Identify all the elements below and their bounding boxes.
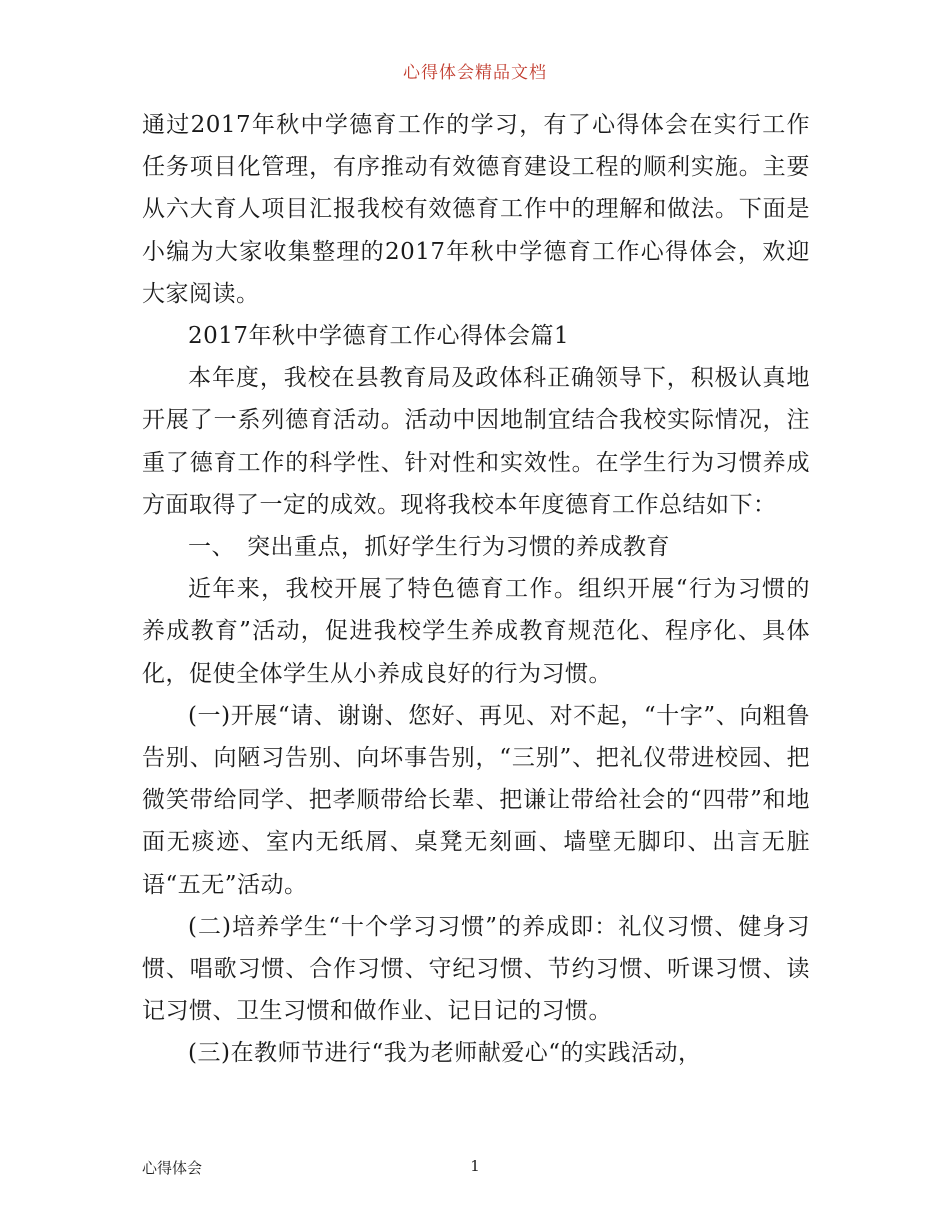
body-paragraph: 近年来，我校开展了特色德育工作。组织开展“行为习惯的养成教育”活动，促进我校学生养成教育规范化、程序化、具体化，促使全体学生从小养成良好的行为习惯。 bbox=[142, 576, 810, 687]
page-number: 1 bbox=[470, 1157, 480, 1175]
page-footer-label: 心得体会 bbox=[142, 1159, 203, 1177]
section-title: 2017年秋中学德育工作心得体会篇1 bbox=[188, 323, 570, 350]
section-heading: 一、 突出重点，抓好学生行为习惯的养成教育 bbox=[188, 534, 670, 561]
list-item-paragraph: (三)在教师节进行“我为老师献爱心“的实践活动， bbox=[188, 1040, 702, 1067]
body-paragraph: 本年度，我校在县教育局及政体科正确领导下，积极认真地开展了一系列德育活动。活动中因地制宜结合我校实际情况，注重了德育工作的科学性、针对性和实效性。在学生行为习惯养成方面取得了一定的成效。现将我校本年度德育工作总结如下： bbox=[142, 365, 810, 518]
intro-paragraph: 通过2017年秋中学德育工作的学习，有了心得体会在实行工作任务项目化管理，有序推动有效德育建设工程的顺利实施。主要从六大育人项目汇报我校有效德育工作中的理解和做法。下面是小编为大家收集整理的2017年秋中学德育工作心得体会，欢迎大家阅读。 bbox=[142, 112, 810, 307]
list-item-paragraph: (二)培养学生“十个学习习惯”的养成即：礼仪习惯、健身习惯、唱歌习惯、合作习惯、守纪习惯、节约习惯、听课习惯、读记习惯、卫生习惯和做作业、记日记的习惯。 bbox=[142, 913, 810, 1025]
page-header-title: 心得体会精品文档 bbox=[403, 63, 547, 83]
document-body bbox=[142, 104, 810, 1075]
list-item-paragraph: (一)开展“请、谢谢、您好、再见、对不起，“十字”、向粗鲁告别、向陋习告别、向坏事告别，“三别”、把礼仪带进校园、把微笑带给同学、把孝顺带给长辈、把谦让带给社会的“四带”和地面无痰迹、室内无纸屑、桌凳无刻画、墙壁无脚印、出言无脏语“五无”活动。 bbox=[142, 702, 810, 898]
